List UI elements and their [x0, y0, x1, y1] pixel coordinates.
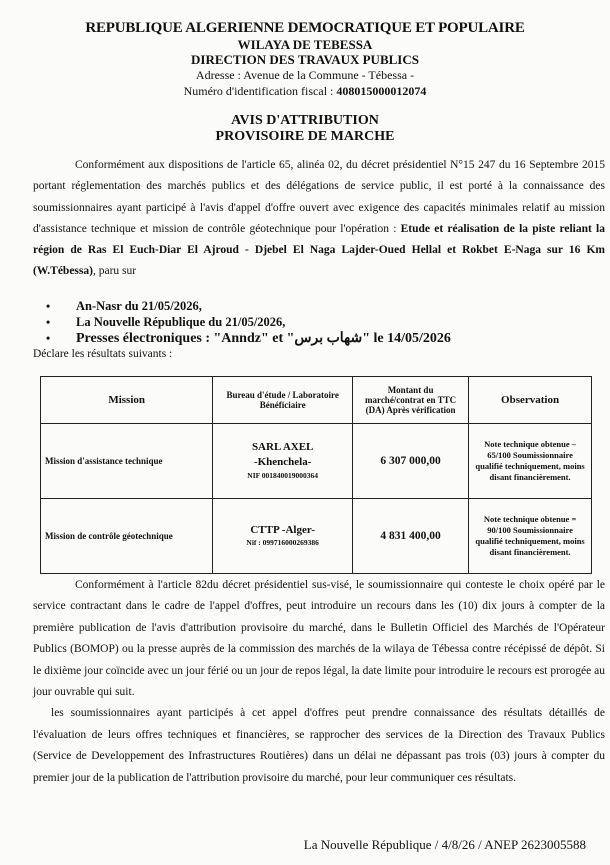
table-row	[41, 499, 592, 574]
fiscal-id-line	[0, 83, 610, 99]
intro-suffix: , paru sur	[92, 265, 137, 278]
body-text	[33, 575, 605, 789]
publication-item: • Presses électroniques : "Anndz" et "شهاب برس" le 14/05/2026	[46, 331, 451, 346]
operation-name: Etude et réalisation de la piste reliant la région de Ras El Euch-Diar El Ajroud - Djebel El Naga Lajder-Oued Hellal et Rokbet E-Naga sur 16 Km (W.Tébessa)	[33, 222, 605, 278]
results-table	[40, 376, 592, 574]
amount-cell: 4 831 400,00	[352, 499, 468, 574]
observation-cell: Note technique obtenue = 90/100 Soumissionnaire qualifié techniquement, moins disant financièrement.	[469, 499, 592, 574]
publication-footer: La Nouvelle République / 4/8/26 / ANEP 2623005588	[303, 837, 586, 852]
mission-cell: Mission d'assistance technique	[41, 424, 213, 499]
notice-title-line2: PROVISOIRE DE MARCHE	[215, 129, 395, 144]
publication-list	[46, 298, 566, 347]
bureau-city: -Khenchela-	[253, 456, 312, 468]
publication-item: • An-Nasr du 21/05/2026,	[46, 299, 202, 313]
intro-paragraph	[33, 155, 605, 283]
letterhead	[0, 20, 610, 99]
header-bureau: Bureau d'étude / Laboratoire Bénéficiaire	[213, 377, 353, 424]
bureau-name: CTTP -Alger-	[250, 524, 315, 536]
declare-line: Déclare les résultats suivants :	[33, 348, 173, 360]
amount-cell: 6 307 000,00	[352, 424, 468, 499]
table-row	[41, 424, 592, 499]
mission-cell: Mission de contrôle géotechnique	[41, 499, 213, 574]
bureau-cell	[213, 499, 353, 574]
header-montant: Montant du marché/contrat en TTC (DA) Après vérification	[352, 377, 468, 424]
recourse-paragraph: Conformément à l'article 82du décret présidentiel sus-visé, le soumissionnaire qui conteste le choix opéré par le service contractant dans le cadre de l'appel d'offres, peut introduire un recours dans les (10) dix jours à compter de la première publication de l'avis d'attribution provisoire du marché, dans le Bulletin Officiel des Marchés de l'Opérateur Publics (BOMOP) ou la presse auprès de la commission des marchés de la wilaya de Tébessa contre récépissé de dépôt. Si le dixième jour coïncide avec un jour férié ou un jour de repos légal, la date limite pour introduire le recours est prorogée au jour ouvrable qui suit.	[33, 579, 605, 699]
address-line: Adresse : Avenue de la Commune - Tébessa -	[195, 68, 415, 82]
header-mission: Mission	[41, 377, 213, 424]
bureau-nif: NIF 001840019000364	[247, 471, 319, 480]
observation-cell: Note technique obtenue – 65/100 Soumissionnaire qualifié techniquement, moins disant financièrement.	[469, 424, 592, 499]
intro-text: Conformément aux dispositions de l'article 65, alinéa 02, du décret présidentiel N°15 247 du 16 Septembre 2015 portant réglementation des marchés publics et des délégations de service public, il est porté à la connaissance des soumissionnaires ayant participé à l'avis d'appel d'offre ouvert avec exigence des capacités minimales relatif au mission d'assistance technique et mission de contrôle géotechnique pour l'opération :	[33, 159, 605, 235]
header-observation: Observation	[469, 377, 592, 424]
republic-title: REPUBLIQUE ALGERIENNE DEMOCRATIQUE ET POPULAIRE	[85, 20, 525, 36]
fiscal-id-label: Numéro d'identification fiscal :	[183, 84, 337, 98]
fiscal-id-value: 408015000012074	[336, 84, 427, 98]
bureau-name: SARL AXEL	[251, 441, 314, 453]
direction-title: DIRECTION DES TRAVAUX PUBLICS	[191, 52, 419, 67]
notice-title	[0, 113, 610, 145]
table-header-row	[41, 377, 592, 424]
bureau-nif: Nif : 099716000269386	[246, 538, 319, 547]
notice-title-line1: AVIS D'ATTRIBUTION	[231, 113, 379, 128]
publication-item: • La Nouvelle République du 21/05/2026,	[46, 315, 286, 329]
wilaya-title: WILAYA DE TEBESSA	[237, 37, 373, 52]
bureau-cell	[213, 424, 353, 499]
results-paragraph: les soumissionnaires ayant participés à cet appel d'offres peut prendre connaissance des résultats détaillés de l'évaluation de leurs offres techniques et financières, se rapprocher des services de la Direction des Travaux Publics (Service de Developpement des Infrastructures Routières) dans un délai ne dépassant pas trois (03) jours à compter du premier jour de la publication de l'attribution provisoire du marché, pour leur communiquer ces résultats.	[33, 707, 605, 784]
